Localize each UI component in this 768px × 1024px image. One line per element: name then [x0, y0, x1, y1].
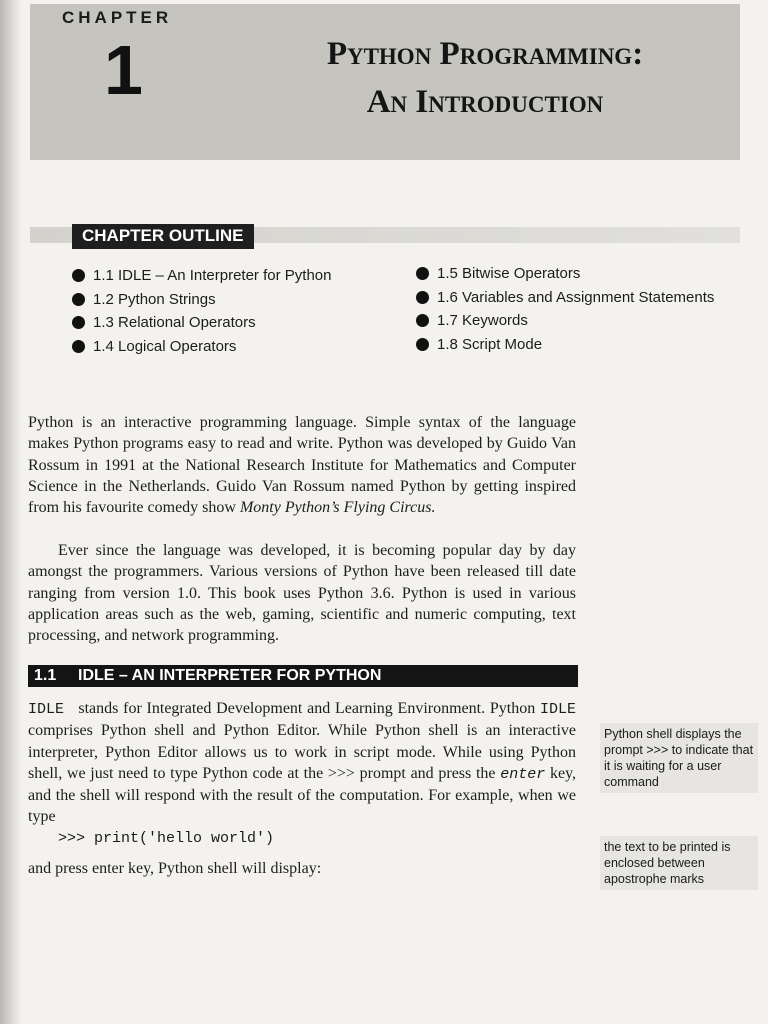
- bullet-icon: [416, 314, 429, 327]
- outline-item-label: 1.4 Logical Operators: [93, 337, 237, 355]
- outline-item-label: 1.6 Variables and Assignment Statements: [437, 288, 715, 306]
- outline-item: [72, 264, 331, 288]
- outline-item: [416, 309, 714, 333]
- bullet-icon: [72, 269, 85, 282]
- intro-paragraph-2: Ever since the language was developed, it is becoming popular day by day amongst the programmers. Various versions of Python have been released till date ranging from version 1.0. This book uses Python 3.6. Python is used in various application areas such as the web, gaming, scientific and numeric computing, text processing, and network programming.: [28, 542, 576, 645]
- intro-paragraph-1-text: Python is an interactive programming language. Simple syntax of the language makes Python programs easy to read and write. Python was developed by Guido Van Rossum in 1991 at the National Research Institute for Mathematics and Computer Science in the Netherlands. Guido Van Rossum named Python by getting inspired from his favourite comedy show: [28, 414, 576, 517]
- outline-item: [416, 333, 714, 357]
- chapter-title-line-2: An Introduction: [366, 84, 604, 120]
- code-example: >>> print('hello world'): [58, 830, 275, 847]
- enter-key-term: enter: [500, 765, 546, 783]
- bullet-icon: [72, 340, 85, 353]
- chapter-number: 1: [104, 31, 143, 109]
- outline-item-label: 1.8 Script Mode: [437, 335, 543, 353]
- outline-item-label: 1.1 IDLE – An Interpreter for Python: [93, 267, 332, 284]
- outline-item: [416, 286, 714, 310]
- chapter-title-line-1: Python Programming:: [326, 36, 644, 72]
- outline-item: [72, 335, 331, 359]
- idle-term: IDLE: [540, 701, 577, 718]
- bullet-icon: [416, 291, 429, 304]
- outline-item-label: 1.2 Python Strings: [93, 290, 216, 308]
- show-title: Monty Python’s Flying Circus.: [239, 499, 436, 517]
- idle-term: IDLE: [28, 701, 65, 718]
- idle-paragraph-text-2: comprises Python shell and Python Editor. While Python shell is an interactive interpreter, Python Editor allows us to work in script mode. While using Python shell, we just need to type Python code at the >>> prompt and press the: [28, 722, 576, 782]
- idle-paragraph-text-1: stands for Integrated Development and Learning Environment. Python: [78, 700, 536, 717]
- outline-item-label: 1.3 Relational Operators: [93, 314, 256, 331]
- outline-item-label: 1.7 Keywords: [437, 312, 528, 329]
- outline-list-right: [416, 262, 714, 356]
- chapter-label: CHAPTER: [62, 8, 173, 27]
- section-title: IDLE – AN INTERPRETER FOR PYTHON: [78, 667, 382, 684]
- page-gutter-shadow: [0, 0, 22, 1024]
- bullet-icon: [416, 267, 429, 280]
- bullet-icon: [72, 316, 85, 329]
- section-number: 1.1: [34, 667, 57, 684]
- bullet-icon: [72, 293, 85, 306]
- idle-paragraph: [28, 698, 576, 828]
- intro-paragraph-1: [28, 412, 576, 518]
- idle-paragraph-text-3: key, and the shell will respond with the result of the computation. For example, when we type: [28, 764, 577, 826]
- chapter-title: [270, 30, 700, 126]
- outline-item: [72, 311, 331, 335]
- bullet-icon: [416, 338, 429, 351]
- margin-note-apostrophe: the text to be printed is enclosed between apostrophe marks: [600, 836, 758, 890]
- margin-note-prompt: Python shell displays the prompt >>> to indicate that it is waiting for a user command: [600, 723, 758, 793]
- chapter-outline-title: CHAPTER OUTLINE: [72, 224, 254, 249]
- section-heading: [28, 665, 578, 687]
- outline-item: [416, 262, 714, 286]
- after-code-text: and press enter key, Python shell will display:: [28, 860, 322, 877]
- outline-item: [72, 288, 331, 312]
- outline-item-label: 1.5 Bitwise Operators: [437, 265, 581, 282]
- outline-list-left: [72, 264, 331, 358]
